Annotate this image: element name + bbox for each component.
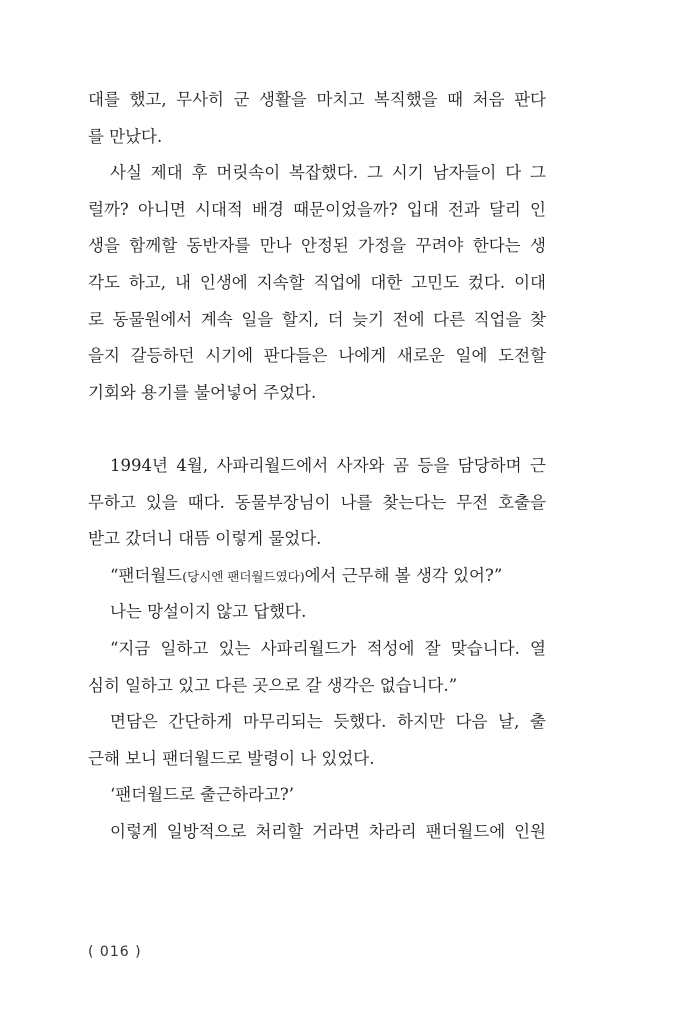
text-line <box>88 159 546 196</box>
text-line <box>88 562 546 599</box>
text-line <box>88 306 546 343</box>
line-text: “지금 일하고 있는 사파리월드가 적성에 잘 맞습니다. 열 <box>110 638 546 658</box>
line-text: 로 동물원에서 계속 일을 할지, 더 늦기 전에 다른 직업을 찾 <box>88 309 546 329</box>
line-text: 에서 근무해 볼 생각 있어?” <box>304 565 503 585</box>
text-line <box>88 525 546 562</box>
line-text: 대를 했고, 무사히 군 생활을 마치고 복직했을 때 처음 판다 <box>88 90 546 109</box>
text-line <box>88 781 546 818</box>
line-text: 무하고 있을 때다. 동물부장님이 나를 찾는다는 무전 호출을 <box>88 492 546 512</box>
text-line <box>88 818 546 855</box>
line-text: 이렇게 일방적으로 처리할 거라면 차라리 팬더월드에 인원 <box>110 821 546 841</box>
text-line <box>88 672 546 709</box>
line-text: 각도 하고, 내 인생에 지속할 직업에 대한 고민도 컸다. 이대 <box>88 272 546 292</box>
text-line <box>88 745 546 782</box>
text-line <box>88 635 546 672</box>
page-body-text <box>88 86 546 854</box>
line-text: 심히 일하고 있고 다른 곳으로 갈 생각은 없습니다.” <box>88 675 458 695</box>
line-text: 면담은 간단하게 마무리되는 듯했다. 하지만 다음 날, 출 <box>110 712 546 732</box>
text-line <box>88 379 546 416</box>
line-text: 를 만났다. <box>88 126 163 146</box>
line-text: 럴까? 아니면 시대적 배경 때문이었을까? 입대 전과 달리 인 <box>88 199 546 219</box>
line-text: 생을 함께할 동반자를 만나 안정된 가정을 꾸려야 한다는 생 <box>88 236 546 256</box>
text-line <box>88 342 546 379</box>
text-line <box>88 269 546 306</box>
text-line <box>88 86 546 123</box>
line-text: 받고 갔더니 대뜸 이렇게 물었다. <box>88 529 322 549</box>
line-text: 근해 보니 팬더월드로 발령이 나 있었다. <box>88 748 375 768</box>
text-line <box>88 123 546 160</box>
text-line <box>88 196 546 233</box>
line-text: 을지 갈등하던 시기에 판다들은 나에게 새로운 일에 도전할 <box>88 346 546 366</box>
paragraph-break <box>88 415 546 452</box>
line-text: 사실 제대 후 머릿속이 복잡했다. 그 시기 남자들이 다 그 <box>110 163 546 183</box>
line-text: 기회와 용기를 불어넣어 주었다. <box>88 382 317 402</box>
line-text: ‘팬더월드로 출근하라고?’ <box>110 785 294 805</box>
line-text: 1994년 4월, 사파리월드에서 사자와 곰 등을 담당하며 근 <box>110 455 546 475</box>
line-text: 나는 망설이지 않고 답했다. <box>110 602 307 622</box>
page-number: ( 016 ) <box>88 944 142 960</box>
text-line <box>88 232 546 269</box>
text-line <box>88 598 546 635</box>
text-line <box>88 452 546 489</box>
text-line <box>88 489 546 526</box>
line-text: “팬더월드 <box>110 565 183 585</box>
parenthetical-note: (당시엔 팬더월드였다) <box>182 568 305 584</box>
text-line <box>88 708 546 745</box>
